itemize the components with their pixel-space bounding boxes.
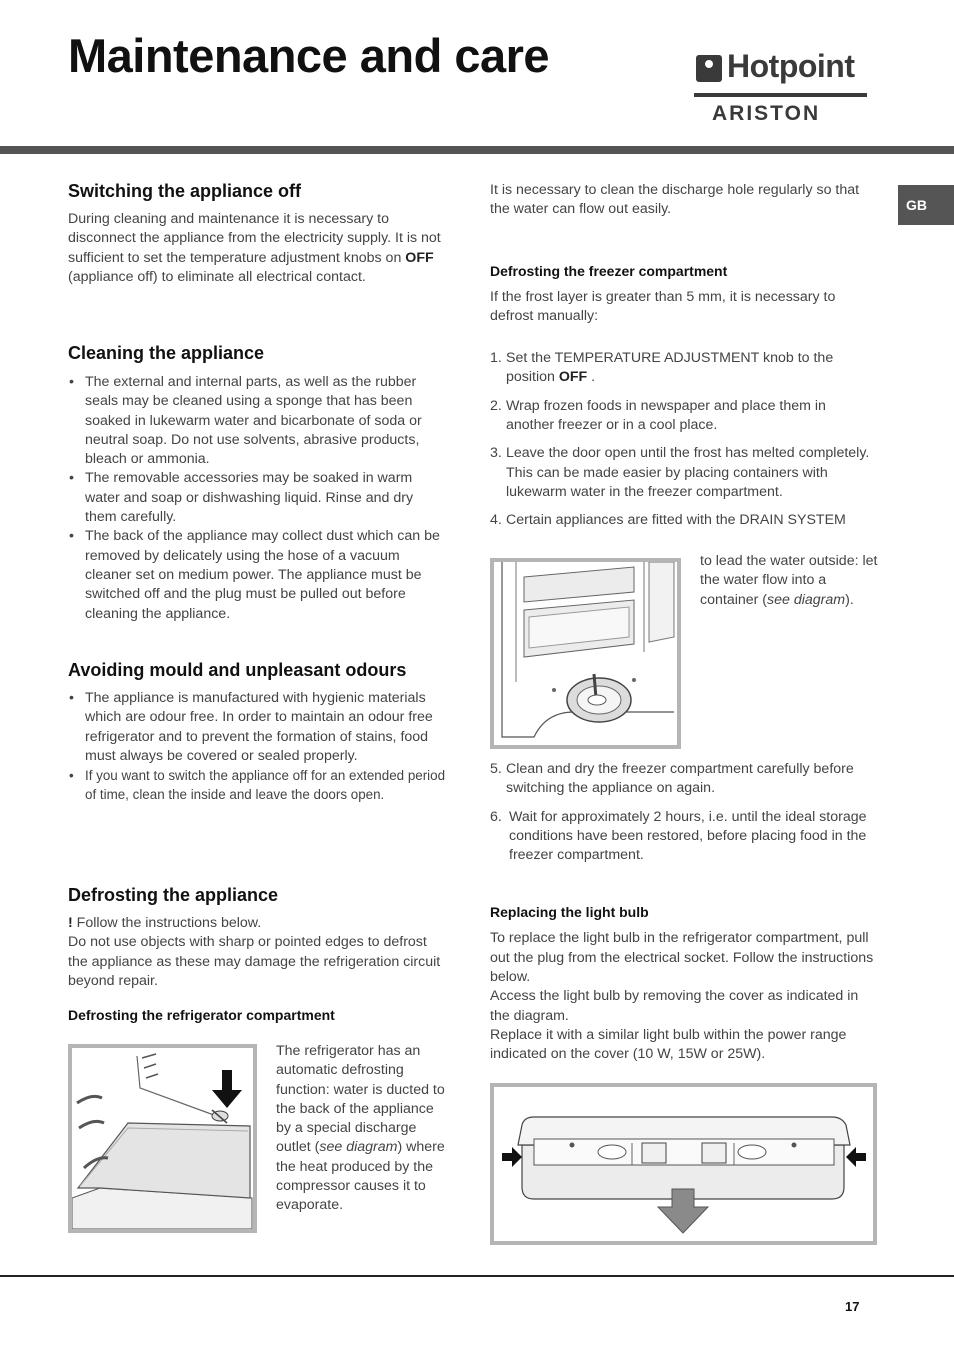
footer-rule: [0, 1275, 954, 1277]
switching-off-section: [68, 180, 446, 287]
list-item: • The appliance is manufactured with hygienic materials which are odour free. In order to maintain an odour free refrigerator and to prevent the formation of stains, food must always be covered or sealed properly.: [68, 689, 446, 766]
list-item: 1. Set the TEMPERATURE ADJUSTMENT knob to the position OFF .: [490, 350, 834, 386]
logo-square-icon: [696, 55, 722, 82]
fridge-drain-diagram: [68, 1044, 257, 1233]
paragraph: Access the light bulb by removing the cover as indicated in the diagram.: [490, 988, 859, 1024]
section-title: Defrosting the appliance: [68, 885, 279, 905]
paragraph: Replace it with a similar light bulb within the power range indicated on the cover (10 W, 15W or 25W).: [490, 1026, 847, 1063]
list-item: • If you want to switch the appliance off for an extended period of time, clean the inside and leave the doors open.: [68, 766, 446, 804]
paragraph: During cleaning and maintenance it is necessary to disconnect the appliance from the electricity supply. It is not sufficient to set the temperature adjustment knobs on OFF (appliance off) to eliminate all electrical contact.: [68, 211, 441, 285]
warning-line: ! Follow the instructions below.: [68, 915, 262, 931]
cleaning-section: [68, 342, 446, 624]
logo-wordmark: Hotpoint: [727, 48, 855, 84]
language-tab: GB: [898, 185, 954, 225]
freezer-drain-diagram: [490, 558, 681, 749]
list-item: 2. Wrap frozen foods in newspaper and place them in another freezer or in a cool place.: [490, 397, 826, 434]
paragraph: If the frost layer is greater than 5 mm, it is necessary to defrost manually:: [490, 288, 836, 324]
list-item: • The removable accessories may be soaked in warm water and soap or dishwashing liquid. Rinse and dry them carefully.: [68, 469, 446, 527]
subsection-title: Replacing the light bulb: [490, 904, 649, 921]
logo-divider: [694, 93, 867, 97]
fridge-defrost-text: [276, 1042, 448, 1216]
list-item: 5. Clean and dry the freezer compartment carefully before switching the appliance on again.: [490, 761, 854, 797]
list-item: • The back of the appliance may collect dust which can be removed by delicately using the hose of a vacuum cleaner set on medium power. The appliance must be switched off and the plug must be pulled out before cleaning the appliance.: [68, 527, 446, 623]
light-bulb-diagram: [490, 1083, 877, 1245]
drain-system-text: [700, 552, 878, 610]
subsection-title: Defrosting the refrigerator compartment: [68, 1007, 335, 1024]
list-item: 6. Wait for approximately 2 hours, i.e. until the ideal storage conditions have been restored, before placing food in the freezer compartment.: [490, 808, 867, 864]
section-title: Cleaning the appliance: [68, 343, 265, 363]
right-column-top: [490, 181, 875, 531]
page-title: Maintenance and care: [68, 29, 550, 82]
list-item: 4. Certain appliances are fitted with the DRAIN SYSTEM: [490, 512, 846, 529]
page-number: 17: [845, 1299, 860, 1314]
defrosting-section: [68, 884, 446, 1024]
logo-subwordmark: ARISTON: [712, 102, 821, 125]
warning-icon: !: [68, 915, 73, 931]
header-rule: [0, 146, 954, 154]
paragraph: to lead the water outside: let the water flow into a container (see diagram).: [700, 553, 878, 608]
section-title: Switching the appliance off: [68, 181, 302, 201]
section-title: Avoiding mould and unpleasant odours: [68, 660, 407, 680]
paragraph: Do not use objects with sharp or pointed edges to defrost the appliance as these may damage the refrigeration circuit beyond repair.: [68, 934, 441, 989]
list-item: • The external and internal parts, as well as the rubber seals may be cleaned using a sponge that has been soaked in lukewarm water and bicarbonate of soda or neutral soap. Do not use solvents, abrasive products, bleach or ammonia.: [68, 373, 446, 469]
paragraph: The refrigerator has an automatic defrosting function: water is ducted to the back of the appliance by a special discharge outlet (see diagram) where the heat produced by the compressor causes it to evaporate.: [276, 1043, 445, 1214]
right-column-bottom: [490, 760, 875, 1065]
paragraph: It is necessary to clean the discharge hole regularly so that the water can flow out easily.: [490, 182, 860, 218]
paragraph: To replace the light bulb in the refrigerator compartment, pull out the plug from the electrical socket. Follow the instructions below.: [490, 930, 874, 986]
mould-section: [68, 659, 446, 804]
brand-logo: [694, 48, 868, 126]
list-item: 3. Leave the door open until the frost has melted completely. This can be made easier by placing containers with lukewarm water in the freezer compartment.: [490, 445, 870, 500]
subsection-title: Defrosting the freezer compartment: [490, 262, 728, 279]
